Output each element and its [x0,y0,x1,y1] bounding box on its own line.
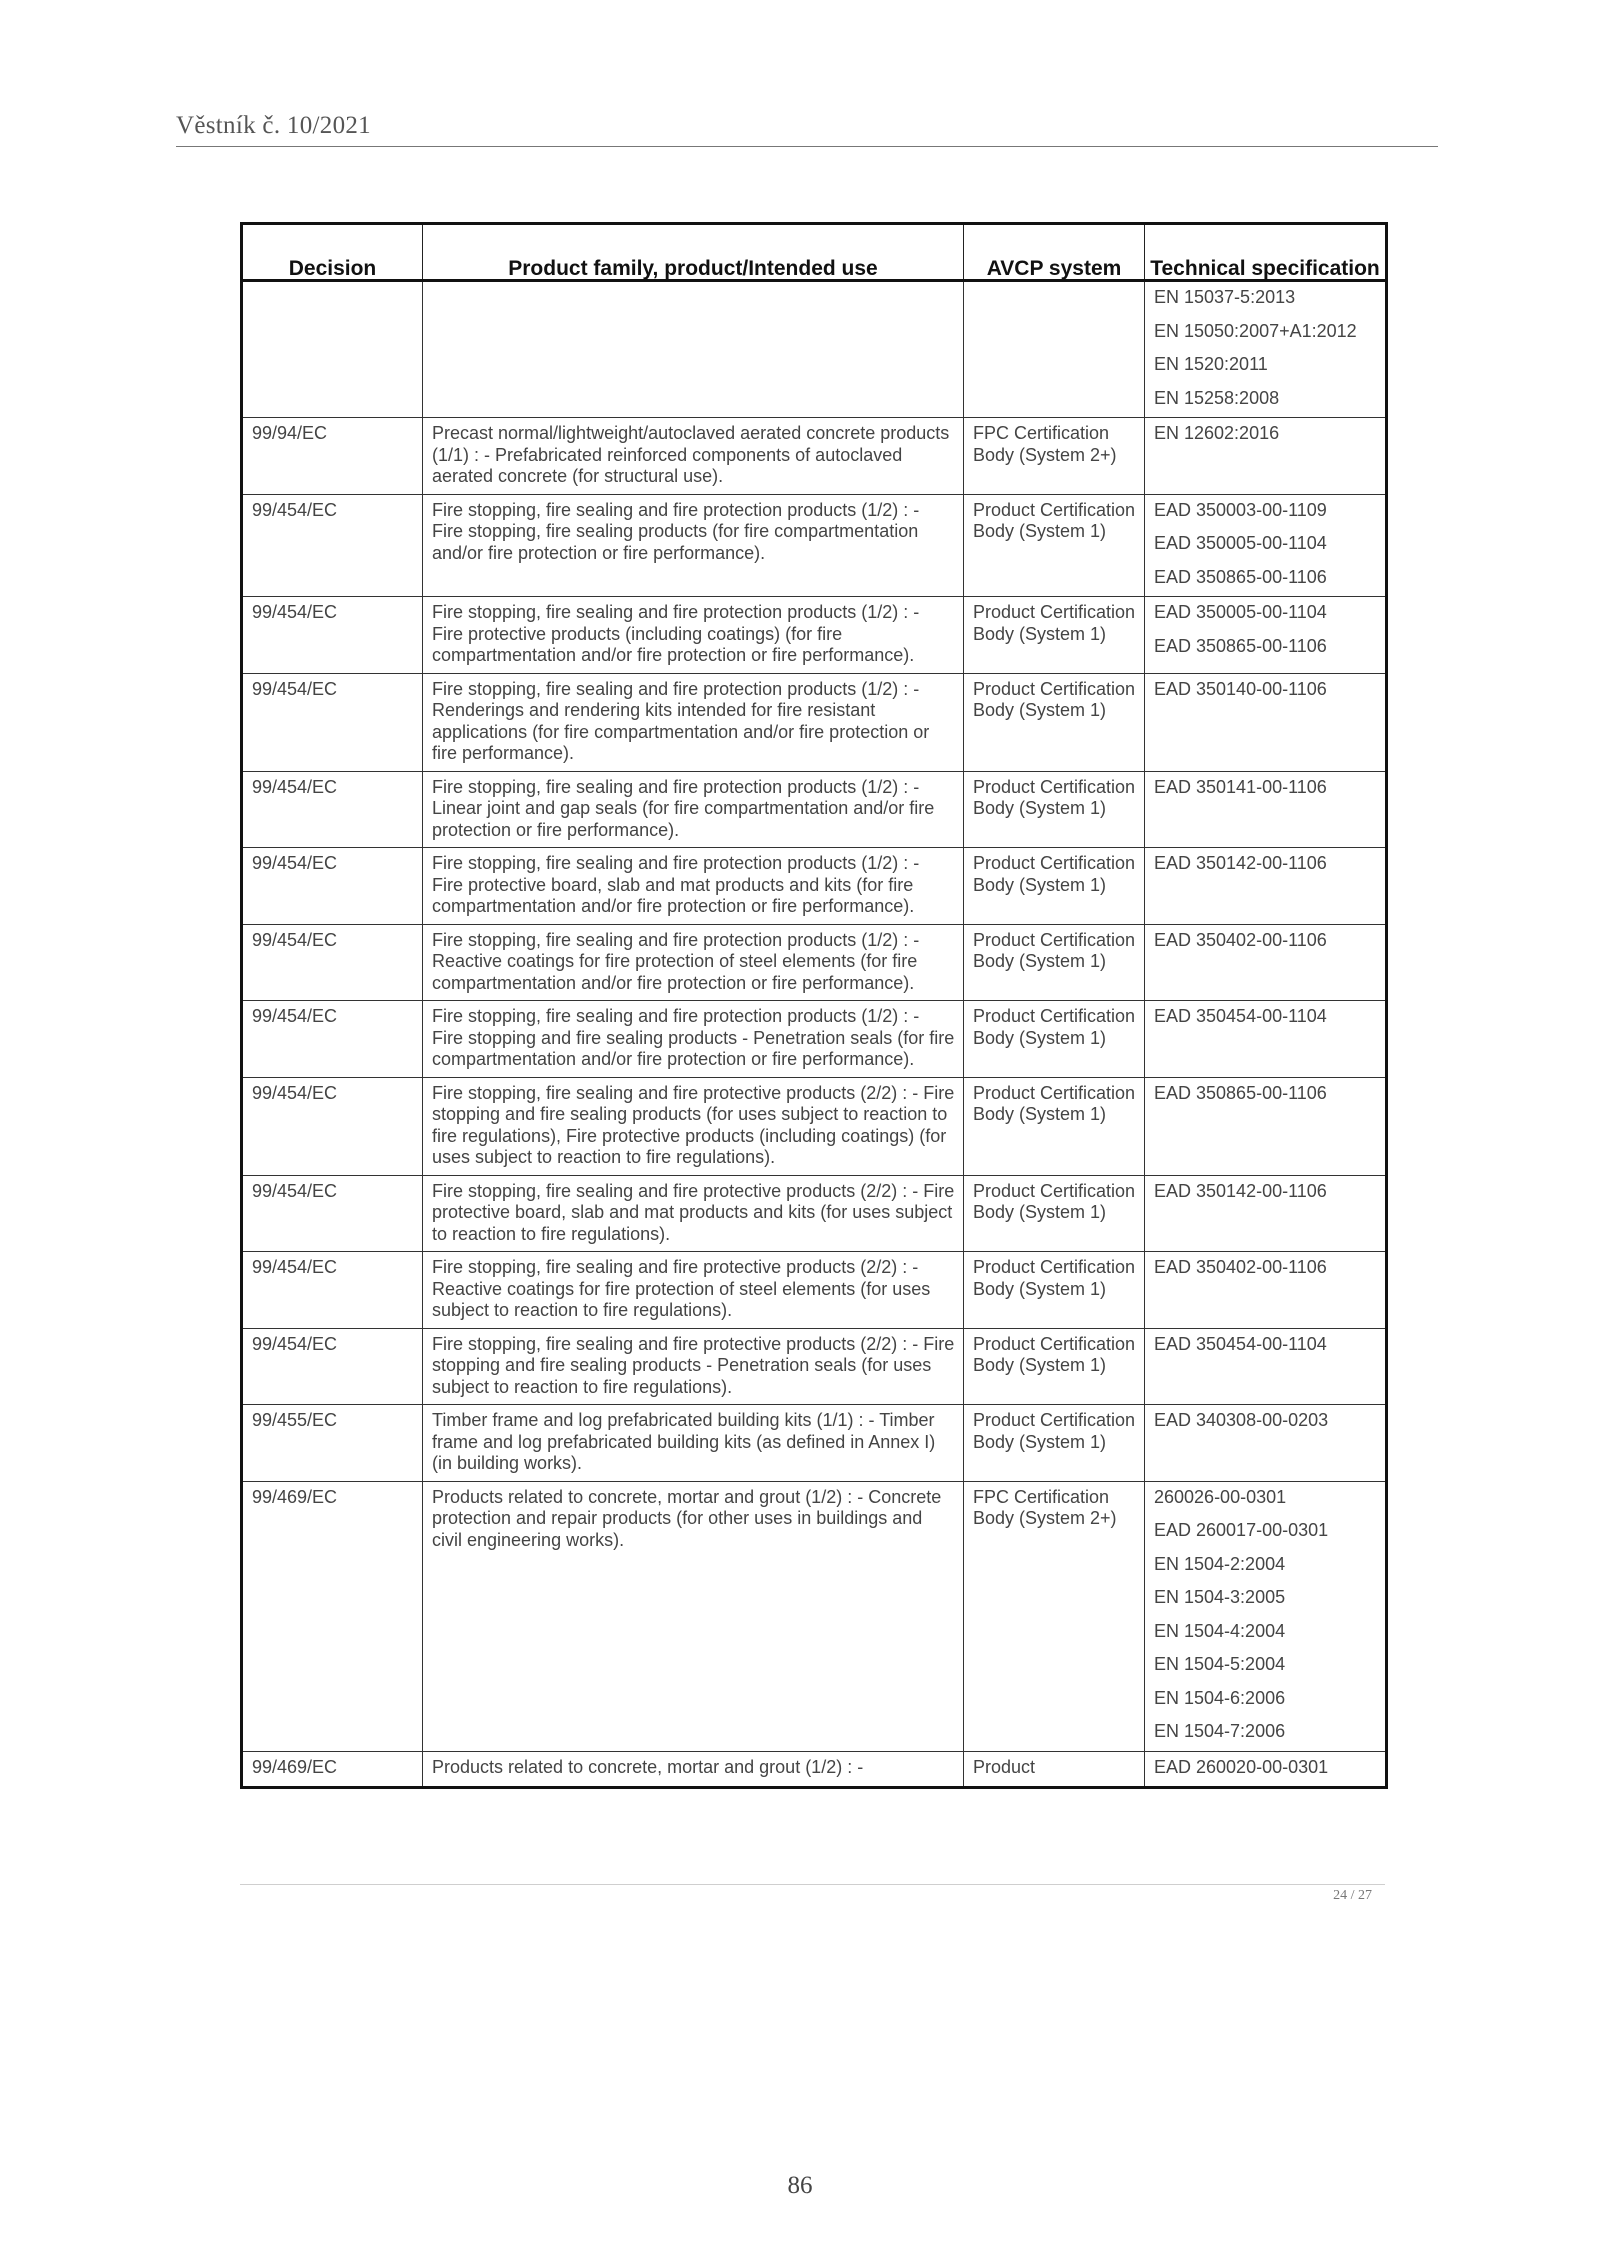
table-row [242,597,1387,674]
specification-cell [1145,1405,1387,1482]
table-row [242,494,1387,597]
decision-cell [242,281,423,418]
specification-item: EN 1504-6:2006 [1154,1687,1286,1708]
decision-cell: 99/454/EC [242,924,423,1001]
specification-item: EAD 350402-00-1106 [1154,1257,1327,1277]
decision-cell: 99/455/EC [242,1405,423,1482]
avcp-cell: Product Certification Body (System 1) [964,924,1145,1001]
decision-cell: 99/454/EC [242,673,423,771]
product-cell: Fire stopping, fire sealing and fire protective products (2/2) : - Fire protective board, slab and mat products and kits (for uses subject to reaction to fire regulations). [423,1175,964,1252]
avcp-cell: Product Certification Body (System 1) [964,1328,1145,1405]
product-cell: Fire stopping, fire sealing and fire protection products (1/2) : - Fire protective board, slab and mat products and kits (for fire compartmentation and/or fire protection or fire performance). [423,848,964,925]
table-row [242,1077,1387,1175]
product-cell: Fire stopping, fire sealing and fire protective products (2/2) : - Fire stopping and fire sealing products - Penetration seals (for uses subject to reaction to fire regulations). [423,1328,964,1405]
specification-item: EN 1520:2011 [1154,354,1268,374]
column-header-decision: Decision [242,224,423,281]
product-cell: Fire stopping, fire sealing and fire protection products (1/2) : - Fire protective products (including coatings) (for fire compartmentation and/or fire protection or fire performance). [423,597,964,674]
specification-item: EN 1504-5:2004 [1154,1654,1286,1674]
decision-cell: 99/454/EC [242,1252,423,1329]
product-cell: Products related to concrete, mortar and grout (1/2) : - Concrete protection and repair products (for other uses in buildings and civil engineering works). [423,1481,964,1751]
document-header-title: Věstník č. 10/2021 [176,112,371,139]
table-row [242,1328,1387,1405]
specification-item: EN 15037-5:2013 [1154,287,1296,307]
specification-item: EAD 350142-00-1106 [1154,853,1327,873]
specification-item: EN 1504-7:2006 [1154,1721,1286,1741]
specification-item: EN 15258:2008 [1154,387,1280,408]
specification-item: EAD 350141-00-1106 [1154,776,1327,797]
table-body [242,281,1387,1788]
specification-item: EN 15050:2007+A1:2012 [1154,320,1357,341]
avcp-cell [964,281,1145,418]
product-cell: Products related to concrete, mortar and grout (1/2) : - [423,1751,964,1788]
table-row [242,848,1387,925]
specification-cell [1145,597,1387,674]
product-cell: Fire stopping, fire sealing and fire protection products (1/2) : - Fire stopping and fire sealing products - Penetration seals (for fire compartmentation and/or fire protection or fire performance). [423,1001,964,1078]
specification-item: EAD 350005-00-1104 [1154,602,1327,622]
specification-item: EAD 340308-00-0203 [1154,1410,1329,1430]
decision-cell: 99/454/EC [242,1175,423,1252]
specification-item: EAD 350003-00-1109 [1154,499,1327,520]
table-header-row [242,224,1387,281]
table-row [242,1405,1387,1482]
specification-cell [1145,494,1387,597]
table-row [242,673,1387,771]
specification-item: EAD 260017-00-0301 [1154,1520,1329,1540]
specification-item: EAD 350865-00-1106 [1154,1082,1327,1103]
specification-cell [1145,1751,1387,1788]
specification-cell [1145,924,1387,1001]
table-row [242,771,1387,848]
page-number: 86 [787,2172,813,2199]
decision-cell: 99/454/EC [242,848,423,925]
specification-cell [1145,1481,1387,1751]
specification-cell [1145,418,1387,495]
avcp-cell: Product Certification Body (System 1) [964,1001,1145,1078]
avcp-cell: Product Certification Body (System 1) [964,1175,1145,1252]
specification-cell [1145,1001,1387,1078]
table-row [242,1001,1387,1078]
decision-cell: 99/454/EC [242,494,423,597]
avcp-cell: Product Certification Body (System 1) [964,673,1145,771]
specification-item: EAD 350865-00-1106 [1154,566,1327,587]
specification-item: EAD 350454-00-1104 [1154,1006,1327,1026]
column-header-specification: Technical specification [1145,224,1387,281]
decision-cell: 99/454/EC [242,597,423,674]
product-cell [423,281,964,418]
specification-cell [1145,848,1387,925]
specification-item: EAD 350454-00-1104 [1154,1333,1327,1354]
decision-cell: 99/454/EC [242,771,423,848]
avcp-cell: Product Certification Body (System 1) [964,597,1145,674]
decision-cell: 99/454/EC [242,1077,423,1175]
avcp-cell: Product Certification Body (System 1) [964,494,1145,597]
specification-table [240,222,1388,1789]
table-row [242,924,1387,1001]
product-cell: Fire stopping, fire sealing and fire protective products (2/2) : - Fire stopping and fire sealing products (for uses subject to reaction to fire regulations), Fire protective products (including coatings) (for uses subject to reaction to fire regulations). [423,1077,964,1175]
product-cell: Fire stopping, fire sealing and fire protective products (2/2) : - Reactive coatings for fire protection of steel elements (for uses subject to reaction to fire regulations). [423,1252,964,1329]
table-row [242,281,1387,418]
footer-divider [240,1884,1385,1885]
product-cell: Fire stopping, fire sealing and fire protection products (1/2) : - Fire stopping, fire sealing products (for fire compartmentation and/or fire protection or fire performance). [423,494,964,597]
specification-item: EAD 350865-00-1106 [1154,635,1327,656]
table-row [242,418,1387,495]
decision-cell: 99/94/EC [242,418,423,495]
specification-cell [1145,673,1387,771]
specification-cell [1145,1077,1387,1175]
specification-cell [1145,1175,1387,1252]
specification-item: EAD 260020-00-0301 [1154,1756,1329,1777]
table-row [242,1175,1387,1252]
page-counter: 24 / 27 [1333,1888,1372,1903]
avcp-cell: FPC Certification Body (System 2+) [964,418,1145,495]
column-header-avcp: AVCP system [964,224,1145,281]
product-cell: Fire stopping, fire sealing and fire protection products (1/2) : - Reactive coatings for fire protection of steel elements (for fire compartmentation and/or fire protection or fire performance). [423,924,964,1001]
table-row [242,1481,1387,1751]
decision-cell: 99/454/EC [242,1328,423,1405]
specification-item: 260026-00-0301 [1154,1486,1287,1507]
avcp-cell: Product Certification Body (System 1) [964,1077,1145,1175]
specification-cell [1145,281,1387,418]
specification-cell [1145,771,1387,848]
product-cell: Fire stopping, fire sealing and fire protection products (1/2) : - Linear joint and gap seals (for fire compartmentation and/or fire protection or fire performance). [423,771,964,848]
specification-item: EAD 350005-00-1104 [1154,533,1327,553]
specification-item: EN 12602:2016 [1154,423,1280,443]
avcp-cell: Product Certification Body (System 1) [964,1405,1145,1482]
avcp-cell: FPC Certification Body (System 2+) [964,1481,1145,1751]
product-cell: Fire stopping, fire sealing and fire protection products (1/2) : - Renderings and rendering kits intended for fire resistant applications (for fire compartmentation and/or fire protection or fire performance). [423,673,964,771]
table-row [242,1252,1387,1329]
specification-cell [1145,1252,1387,1329]
avcp-cell: Product [964,1751,1145,1788]
product-cell: Timber frame and log prefabricated building kits (1/1) : - Timber frame and log prefabricated building kits (as defined in Annex I) (in building works). [423,1405,964,1482]
product-cell: Precast normal/lightweight/autoclaved aerated concrete products (1/1) : - Prefabricated reinforced components of autoclaved aerated concrete (for structural use). [423,418,964,495]
avcp-cell: Product Certification Body (System 1) [964,1252,1145,1329]
specification-item: EAD 350142-00-1106 [1154,1180,1327,1201]
specification-item: EN 1504-2:2004 [1154,1553,1286,1574]
table-row [242,1751,1387,1788]
decision-cell: 99/454/EC [242,1001,423,1078]
column-header-product: Product family, product/Intended use [423,224,964,281]
decision-cell: 99/469/EC [242,1751,423,1788]
avcp-cell: Product Certification Body (System 1) [964,848,1145,925]
avcp-cell: Product Certification Body (System 1) [964,771,1145,848]
specification-item: EN 1504-3:2005 [1154,1587,1286,1607]
header-divider [176,146,1438,147]
specification-cell [1145,1328,1387,1405]
specification-item: EAD 350402-00-1106 [1154,929,1327,950]
specification-item: EAD 350140-00-1106 [1154,678,1327,699]
specification-item: EN 1504-4:2004 [1154,1620,1286,1641]
decision-cell: 99/469/EC [242,1481,423,1751]
